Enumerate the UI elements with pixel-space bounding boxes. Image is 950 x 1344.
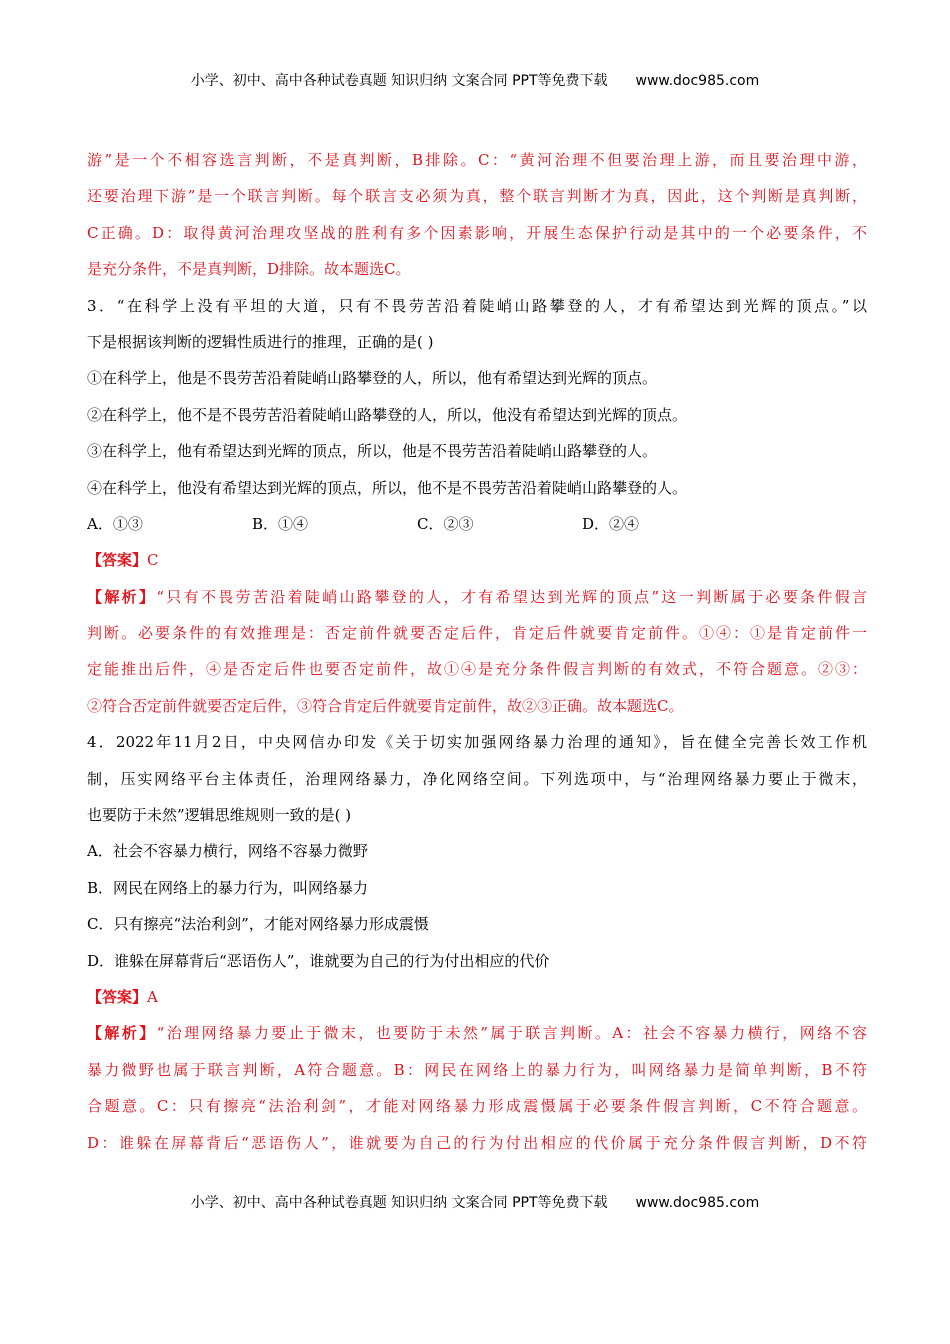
footer-text: 小学、初中、高中各种试卷真题 知识归纳 文案合同 PPT等免费下载 <box>190 1195 608 1211</box>
q3-options <box>87 506 867 542</box>
answer-tag: 【答案】 <box>87 551 148 570</box>
q4-answer <box>87 979 867 1015</box>
footer-site-link[interactable]: www.doc985.com <box>635 1195 760 1211</box>
q3-stem-line: 下是根据该判断的逻辑性质进行的推理，正确的是( ) <box>87 332 434 351</box>
q4-analysis-line: 合题意。C：只有擦亮“法治利剑”，才能对网络暴力形成震慑属于必要条件假言判断，C不符合题意。 <box>87 1097 867 1116</box>
q4-option-b: B．网民在网络上的暴力行为，叫网络暴力 <box>87 878 369 897</box>
q3-item: ②在科学上，他不是不畏劳苦沿着陡峭山路攀登的人，所以，他没有希望达到光辉的顶点。 <box>87 405 688 424</box>
answer-tag: 【答案】 <box>87 987 148 1006</box>
analysis-tag: 【解析】 <box>87 587 157 606</box>
prev-explanation-line: 还要治理下游”是一个联言判断。每个联言支必须为真，整个联言判断才为真，因此，这个判断是真判断， <box>87 187 867 206</box>
q3-item: ④在科学上，他没有希望达到光辉的顶点，所以，他不是不畏劳苦沿着陡峭山路攀登的人。 <box>87 478 688 497</box>
q4-stem-line: 制，压实网络平台主体责任，治理网络暴力，净化网络空间。下列选项中，与“治理网络暴力要止于微末， <box>87 769 867 788</box>
q3-stem-line: 3．“在科学上没有平坦的大道，只有不畏劳苦沿着陡峭山路攀登的人，才有希望达到光辉的顶点。”以 <box>87 296 867 315</box>
q4-option-c: C．只有擦亮“法治利剑”，才能对网络暴力形成震慑 <box>87 915 429 934</box>
q4-analysis-line <box>87 1015 867 1051</box>
q3-item: ①在科学上，他是不畏劳苦沿着陡峭山路攀登的人，所以，他有希望达到光辉的顶点。 <box>87 369 658 388</box>
header-site-link[interactable]: www.doc985.com <box>635 73 760 89</box>
q3-option-b: B．①④ <box>252 514 309 533</box>
q3-option-c: C．②③ <box>417 514 474 533</box>
q4-analysis-line: 暴力微野也属于联言判断，A符合题意。B：网民在网络上的暴力行为，叫网络暴力是简单判断，B不符 <box>87 1060 867 1079</box>
analysis-text: “治理网络暴力要止于微末，也要防于未然”属于联言判断。A：社会不容暴力横行，网络不容 <box>156 1024 867 1043</box>
q3-option-d: D．②④ <box>582 514 640 533</box>
q3-analysis-line: 判断。必要条件的有效推理是：否定前件就要否定后件，肯定后件就要肯定前件。①④：①是肯定前件一 <box>87 624 867 643</box>
page-footer <box>0 1192 950 1212</box>
prev-explanation-line: 游”是一个不相容选言判断，不是真判断，B排除。C：“黄河治理不但要治理上游，而且要治理中游， <box>87 151 867 169</box>
q4-stem-line: 4．2022年11月2日，中央网信办印发《关于切实加强网络暴力治理的通知》，旨在健全完善长效工作机 <box>87 733 867 752</box>
header-text: 小学、初中、高中各种试卷真题 知识归纳 文案合同 PPT等免费下载 <box>190 73 608 89</box>
analysis-tag: 【解析】 <box>87 1024 157 1043</box>
answer-value: C <box>147 551 159 570</box>
q3-option-a: A．①③ <box>87 514 143 533</box>
q4-analysis-line: D：谁躲在屏幕背后“恶语伤人”，谁就要为自己的行为付出相应的代价属于充分条件假言判断，D不符 <box>87 1133 867 1152</box>
prev-explanation-line: 是充分条件，不是真判断，D排除。故本题选C。 <box>87 260 411 279</box>
q3-analysis-line: 定能推出后件，④是否定后件也要否定前件，故①④是充分条件假言判断的有效式，不符合题意。②③： <box>87 660 867 679</box>
page-content <box>87 142 867 1161</box>
q4-option-d: D．谁躲在屏幕背后“恶语伤人”，谁就要为自己的行为付出相应的代价 <box>87 951 550 970</box>
q3-analysis-line: ②符合否定前件就要否定后件，③符合肯定后件就要肯定前件，故②③正确。故本题选C。 <box>87 696 684 715</box>
q3-answer <box>87 542 867 578</box>
q4-option-a: A．社会不容暴力横行，网络不容暴力微野 <box>87 842 368 861</box>
prev-explanation-line: C正确。D：取得黄河治理攻坚战的胜利有多个因素影响，开展生态保护行动是其中的一个必要条件，不 <box>87 223 867 242</box>
q4-stem-line: 也要防于未然”逻辑思维规则一致的是( ) <box>87 806 352 825</box>
page-header <box>0 70 950 90</box>
q3-analysis-line <box>87 579 867 615</box>
q3-item: ③在科学上，他有希望达到光辉的顶点，所以，他是不畏劳苦沿着陡峭山路攀登的人。 <box>87 442 658 461</box>
answer-value: A <box>147 987 158 1006</box>
analysis-text: “只有不畏劳苦沿着陡峭山路攀登的人，才有希望达到光辉的顶点”这一判断属于必要条件假言 <box>156 587 867 606</box>
